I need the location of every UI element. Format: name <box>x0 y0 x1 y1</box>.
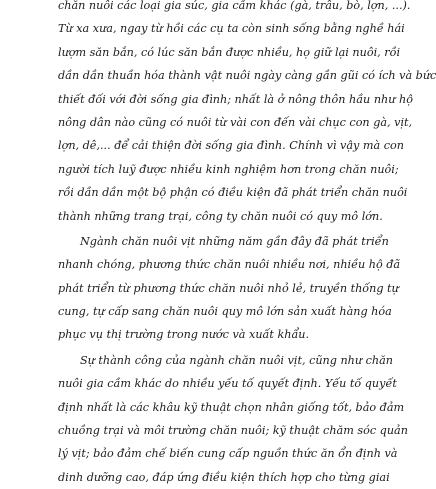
text-line: dần dần thuần hóa thành vật nuôi ngày càng gần gũi có ích và bức <box>58 69 436 83</box>
text-line: lượm săn bắn, có lúc săn bắn được nhiều, họ giữ lại nuôi, rồi <box>58 45 401 59</box>
text-line: chăn nuôi các loại gia súc, gia cầm khác (gà, trâu, bò, lợn, ...). <box>58 0 411 12</box>
text-line: thiết đối với đời sống gia đình; nhất là ở nông thôn hầu như hộ <box>58 92 413 106</box>
text-line: cung, tự cấp sang chăn nuôi quy mô lớn sản xuất hàng hóa <box>58 305 392 319</box>
paragraph-history <box>58 0 436 228</box>
text-line: Từ xa xưa, ngay từ hồi các cụ ta còn sinh sống bằng nghề hái <box>58 22 405 36</box>
text-line: phát triển từ phương thức chăn nuôi nhỏ lẻ, truyền thống tự <box>58 281 399 295</box>
text-line: chuồng trại và môi trường chăn nuôi; kỹ thuật chăm sóc quản <box>58 424 408 438</box>
text-line: nhanh chóng, phương thức chăn nuôi nhiều nơi, nhiều hộ đã <box>58 258 401 272</box>
text-line: dinh dưỡng cao, đáp ứng điều kiện thích hợp cho từng giai <box>58 470 390 484</box>
text-line: định nhất là các khâu kỹ thuật chọn nhân giống tốt, bảo đảm <box>58 400 405 414</box>
text-line: người tích luỹ được nhiều kinh nghiệm hơn trong chăn nuôi; <box>58 162 399 176</box>
text-line: thành những trang trại, công ty chăn nuôi có quy mô lớn. <box>58 209 383 223</box>
text-line: nuôi gia cầm khác do nhiều yếu tố quyết định. Yếu tố quyết <box>58 377 397 391</box>
text-line: rồi dần dần một bộ phận có điều kiện đã phát triển chăn nuôi <box>58 186 408 200</box>
text-line: lý vịt; bảo đảm chế biến cung cấp nguồn thức ăn ổn định và <box>58 447 398 461</box>
text-line: lợn, dê,... để cải thiện đời sống gia đình. Chính vì vậy mà con <box>58 139 404 153</box>
text-line: nông dân nào cũng có nuôi từ vài con đến vài chục con gà, vịt, <box>58 115 413 129</box>
body-text <box>58 0 436 489</box>
paragraph-success-factors <box>58 349 408 489</box>
paragraph-development <box>58 230 401 347</box>
text-line: phục vụ thị trường trong nước và xuất khẩu. <box>58 328 310 342</box>
text-line: Sự thành công của ngành chăn nuôi vịt, cũng như chăn <box>80 353 393 367</box>
text-line: Ngành chăn nuôi vịt những năm gần đây đã phát triển <box>80 234 389 248</box>
